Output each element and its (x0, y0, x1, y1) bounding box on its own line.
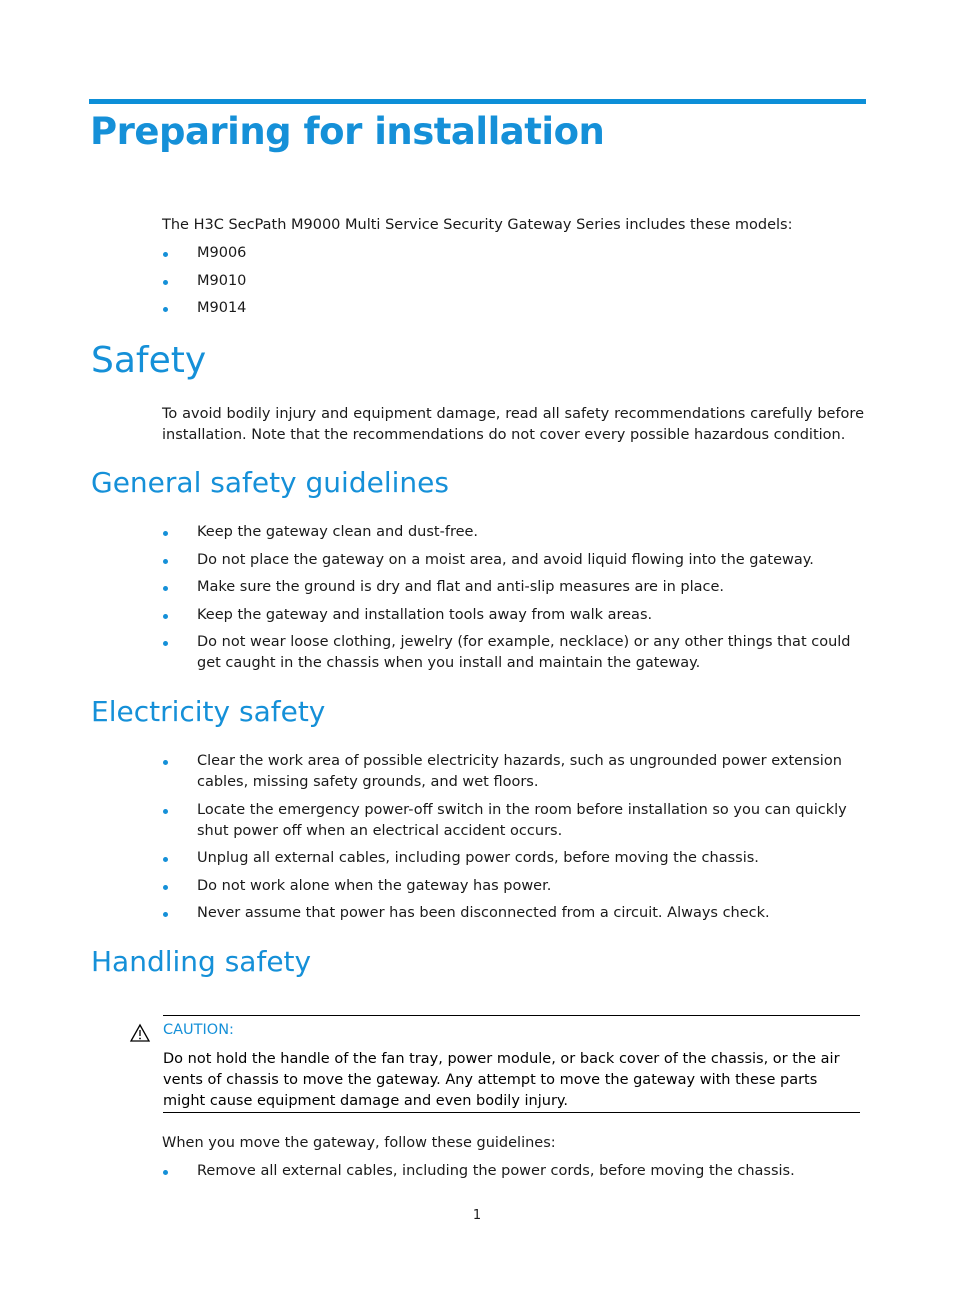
bullet-dot-icon (163, 307, 168, 312)
safety-text: To avoid bodily injury and equipment damage, read all safety recommendations carefully before installation. Note that the recommendations do not cover every possible hazardous condition. (162, 406, 864, 443)
bullet-dot-icon (163, 252, 168, 257)
list-item: Keep the gateway clean and dust-free. (162, 522, 864, 543)
bullet-dot-icon (163, 559, 168, 564)
general-safety-list (162, 522, 864, 681)
bullet-dot-icon (163, 809, 168, 814)
general-safety-heading: General safety guidelines (91, 466, 449, 499)
bullet-dot-icon (163, 857, 168, 862)
page-number: 1 (472, 1208, 482, 1223)
list-item: Unplug all external cables, including power cords, before moving the chassis. (162, 848, 864, 869)
title-rule (89, 99, 866, 104)
bullet-dot-icon (163, 280, 168, 285)
electricity-safety-heading: Electricity safety (91, 695, 326, 728)
handling-list (162, 1161, 864, 1189)
warning-triangle-icon (129, 1023, 151, 1043)
list-item: Remove all external cables, including the power cords, before moving the chassis. (162, 1161, 864, 1182)
bullet-dot-icon (163, 912, 168, 917)
caution-box (129, 1015, 860, 1113)
caution-label: CAUTION: (163, 1022, 234, 1038)
bullet-dot-icon (163, 586, 168, 591)
list-item: Keep the gateway and installation tools away from walk areas. (162, 605, 864, 626)
list-item: Never assume that power has been disconnected from a circuit. Always check. (162, 903, 864, 924)
list-item: M9010 (162, 271, 864, 292)
handling-intro: When you move the gateway, follow these guidelines: (162, 1135, 556, 1151)
list-item: Clear the work area of possible electricity hazards, such as ungrounded power extension cables, missing safety grounds, and wet floors. (162, 751, 864, 793)
models-list (162, 243, 864, 326)
list-item: M9014 (162, 298, 864, 319)
handling-safety-heading: Handling safety (91, 945, 312, 978)
bullet-dot-icon (163, 531, 168, 536)
bullet-dot-icon (163, 614, 168, 619)
list-item: Make sure the ground is dry and flat and anti-slip measures are in place. (162, 577, 864, 598)
caution-text: Do not hold the handle of the fan tray, power module, or back cover of the chassis, or the air vents of chassis to move the gateway. Any attempt to move the gateway with these parts might cause equipment damage and even bodily injury. (163, 1051, 840, 1109)
safety-heading: Safety (91, 340, 207, 381)
bullet-dot-icon (163, 760, 168, 765)
page-title: Preparing for installation (90, 110, 605, 153)
caution-rule-top (163, 1015, 860, 1016)
caution-rule-bottom (163, 1112, 860, 1113)
list-item: Do not work alone when the gateway has power. (162, 876, 864, 897)
bullet-dot-icon (163, 1170, 168, 1175)
electricity-safety-list (162, 751, 864, 931)
bullet-dot-icon (163, 885, 168, 890)
intro-text: The H3C SecPath M9000 Multi Service Security Gateway Series includes these models: (162, 217, 793, 233)
list-item: Do not place the gateway on a moist area, and avoid liquid flowing into the gateway. (162, 550, 864, 571)
list-item: M9006 (162, 243, 864, 264)
list-item: Locate the emergency power-off switch in the room before installation so you can quickly shut power off when an electrical accident occurs. (162, 800, 864, 842)
bullet-dot-icon (163, 641, 168, 646)
list-item: Do not wear loose clothing, jewelry (for example, necklace) or any other things that could get caught in the chassis when you install and maintain the gateway. (162, 632, 864, 674)
